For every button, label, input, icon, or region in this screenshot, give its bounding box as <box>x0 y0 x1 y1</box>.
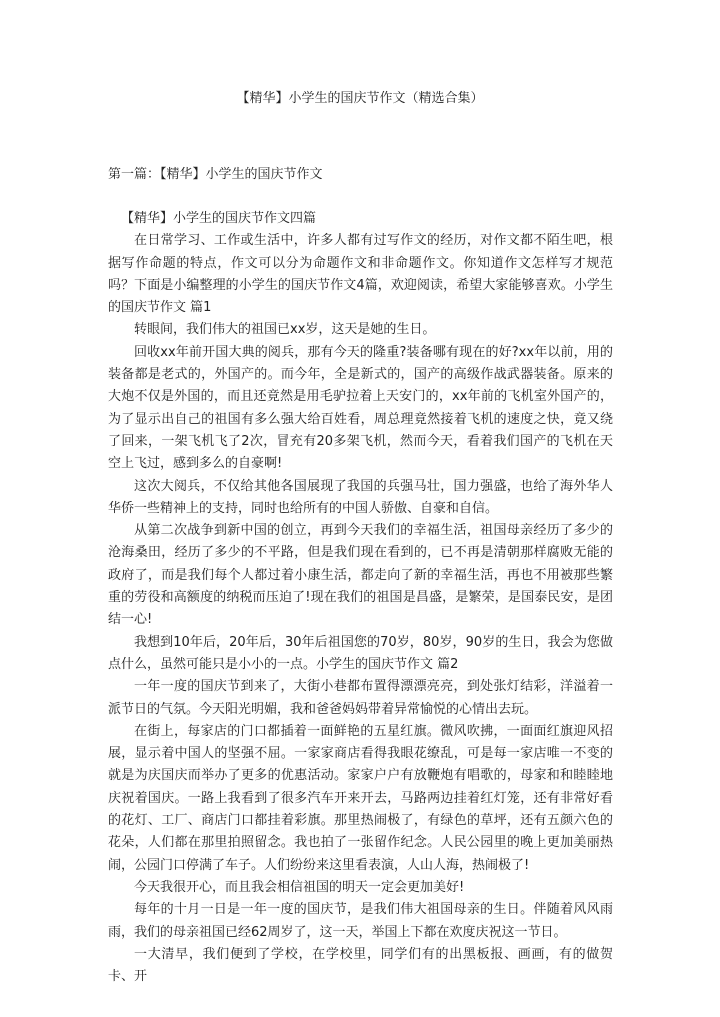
document-body <box>108 208 613 988</box>
paragraph: 在街上，每家店的门口都插着一面鲜艳的五星红旗。微风吹拂，一面面红旗迎风招展，显示着中国人的坚强不屈。一家家商店看得我眼花缭乱，可是每一家店唯一不变的就是为庆国庆而举办了更多的优惠活动。家家户户有放鞭炮有唱歌的，母家和和睦睦地庆祝着国庆。一路上我看到了很多汽车开来开去，马路两边挂着红灯笼，还有非常好看的花灯、工厂、商店门口都挂着彩旗。那里热闹极了，有绿色的草坪，还有五颜六色的花朵，人们都在那里拍照留念。我也拍了一张留作纪念。人民公园里的晚上更加美丽热闹，公园门口停满了车子。人们纷纷来这里看表演，人山人海，热闹极了! <box>108 723 613 873</box>
paragraph: 这次大阅兵，不仅给其他各国展现了我国的兵强马壮，国力强盛，也给了海外华人华侨一些精神上的支持，同时也给所有的中国人骄傲、自豪和自信。 <box>108 478 613 516</box>
section-heading: 第一篇：【精华】小学生的国庆节作文 <box>108 167 323 182</box>
paragraph: 一年一度的国庆节到来了，大街小巷都布置得漂漂亮亮，到处张灯结彩，洋溢着一派节日的气氛。今天阳光明媚，我和爸爸妈妈带着异常愉悦的心情出去玩。 <box>108 679 613 717</box>
paragraph: 在日常学习、工作或生活中，许多人都有过写作文的经历，对作文都不陌生吧，根据写作命题的特点，作文可以分为命题作文和非命题作文。你知道作文怎样写才规范吗？下面是小编整理的小学生的国庆节作文4篇，欢迎阅读，希望大家能够喜欢。小学生的国庆节作文 篇1 <box>108 233 613 316</box>
paragraph: 每年的十月一日是一年一度的国庆节，是我们伟大祖国母亲的生日。伴随着风风雨雨，我们的母亲祖国已经62周岁了，这一天，举国上下都在欢度庆祝这一节日。 <box>108 902 613 940</box>
paragraph: 我想到10年后，20年后，30年后祖国您的70岁，80岁，90岁的生日，我会为您做点什么，虽然可能只是小小的一点。小学生的国庆节作文 篇2 <box>108 634 613 672</box>
document-title: 【精华】小学生的国庆节作文（精选合集） <box>236 91 484 106</box>
paragraph: 一大清早，我们便到了学校，在学校里，同学们有的出黑板报、画画，有的做贺卡、开 <box>108 946 613 985</box>
essay-subheading: 【精华】小学生的国庆节作文四篇 <box>121 211 317 226</box>
paragraph: 今天我很开心，而且我会相信祖国的明天一定会更加美好! <box>134 879 465 895</box>
paragraph: 转眼间，我们伟大的祖国已xx岁，这天是她的生日。 <box>134 322 436 338</box>
paragraph: 回收xx年前开国大典的阅兵，那有今天的隆重?装备哪有现在的好?xx年以前，用的装备都是老式的，外国产的。而今年，全是新式的，国产的高级作战武器装备。原来的大炮不仅是外国的，而且还竟然是用毛驴拉着上天安门的，xx年前的飞机室外国产的，为了显示出自己的祖国有多么强大给百姓看，周总理竟然接着飞机的速度之快，竟又绕了回来，一架飞机飞了2次，冒充有20多架飞机，然而今天，看着我们国产的飞机在天空上飞过，感到多么的自豪啊! <box>108 344 613 472</box>
paragraph: 从第二次战争到新中国的创立，再到今天我们的幸福生活，祖国母亲经历了多少的沧海桑田，经历了多少的不平路，但是我们现在看到的，已不再是清朝那样腐败无能的政府了，而是我们每个人都过着小康生活，都走向了新的幸福生活，再也不用被那些繁重的劳役和高额度的纳税而压迫了!现在我们的祖国是昌盛，是繁荣，是国泰民安，是团结一心! <box>108 523 613 628</box>
